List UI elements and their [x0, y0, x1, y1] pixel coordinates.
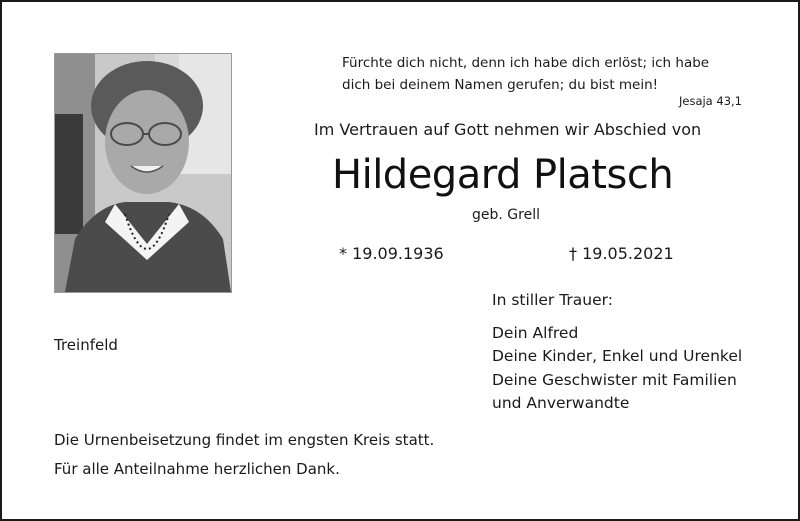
- verse-line: dich bei deinem Namen gerufen; du bist mein!: [342, 77, 659, 93]
- verse-line: Fürchte dich nicht, denn ich habe dich erlöst; ich habe: [342, 55, 710, 71]
- mourner-line: und Anverwandte: [492, 394, 630, 412]
- portrait-image: [55, 54, 231, 292]
- mourner-line: Deine Kinder, Enkel und Urenkel: [492, 347, 743, 365]
- place-name: Treinfeld: [54, 336, 118, 354]
- birth-date: * 19.09.1936: [339, 244, 444, 263]
- death-date: † 19.05.2021: [569, 244, 674, 263]
- mourner-line: Dein Alfred: [492, 323, 579, 342]
- verse-reference: Jesaja 43,1: [678, 94, 742, 108]
- intro-text: Im Vertrauen auf Gott nehmen wir Abschied von: [314, 120, 702, 139]
- closing-line: Für alle Anteilnahme herzlichen Dank.: [54, 460, 340, 478]
- mourners-heading: In stiller Trauer:: [492, 291, 613, 309]
- closing-notes: [54, 426, 434, 484]
- deceased-name: Hildegard Platsch: [332, 152, 674, 198]
- maiden-name: geb. Grell: [472, 207, 540, 223]
- portrait-photo: [54, 53, 232, 293]
- bible-verse: [342, 52, 709, 96]
- mourners-block: [492, 289, 742, 416]
- closing-line: Die Urnenbeisetzung findet im engsten Kreis statt.: [54, 431, 435, 449]
- mourner-line: Deine Geschwister mit Familien: [492, 370, 737, 389]
